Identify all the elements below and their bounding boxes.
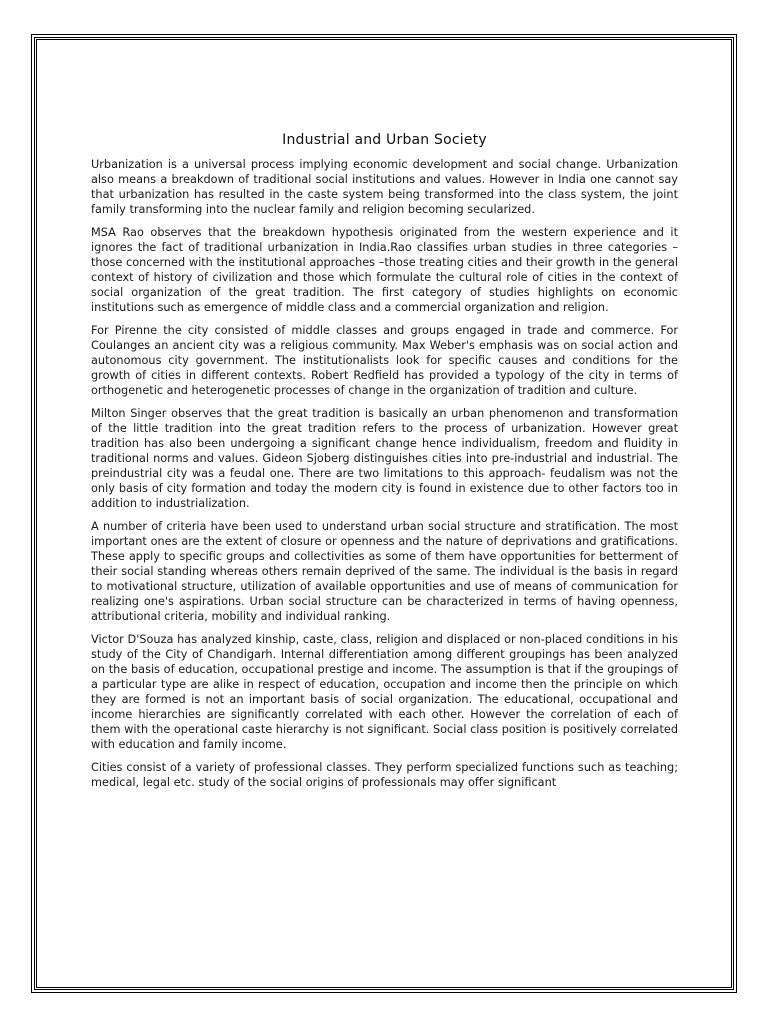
paragraph: Cities consist of a variety of professional classes. They perform specialized functions such as teaching; medical, legal etc. study of the social origins of professionals may offer significant (91, 761, 678, 789)
document-body (91, 132, 678, 798)
document-title: Industrial and Urban Society (282, 132, 487, 148)
paragraph: For Pirenne the city consisted of middle classes and groups engaged in trade and commerce. For Coulanges an ancient city was a religious community. Max Weber's emphasis was on social action and autonomous city government. The institutionalists look for specific causes and conditions for the growth of cities in different contexts. Robert Redfield has provided a typology of the city in terms of orthogenetic and heterogenetic processes of change in the organization of tradition and culture. (91, 324, 678, 397)
paragraph: A number of criteria have been used to understand urban social structure and stratification. The most important ones are the extent of closure or openness and the nature of deprivations and gratifications. These apply to specific groups and collectivities as some of them have opportunities for betterment of their social standing whereas others remain deprived of the same. The individual is the basis in regard to motivational structure, utilization of available opportunities and use of means of communication for realizing one's aspirations. Urban social structure can be characterized in terms of having openness, attributional criteria, mobility and individual ranking. (91, 520, 678, 623)
paragraph: Urbanization is a universal process implying economic development and social change. Urbanization also means a breakdown of traditional social institutions and values. However in India one cannot say that urbanization has resulted in the caste system being transformed into the class system, the joint family transforming into the nuclear family and religion becoming secularized. (91, 158, 678, 216)
paragraph: Victor D'Souza has analyzed kinship, caste, class, religion and displaced or non-placed conditions in his study of the City of Chandigarh. Internal differentiation among different groupings has been analyzed on the basis of education, occupational prestige and income. The assumption is that if the groupings of a particular type are alike in respect of education, occupation and income then the principle on which they are formed is not an important basis of social organization. The educational, occupational and income hierarchies are significantly correlated with each other. However the correlation of each of them with the operational caste hierarchy is not significant. Social class position is positively correlated with education and family income. (91, 633, 678, 751)
paragraph: Milton Singer observes that the great tradition is basically an urban phenomenon and transformation of the little tradition into the great tradition refers to the process of urbanization. However great tradition has also been undergoing a significant change hence individualism, freedom and fluidity in traditional norms and values. Gideon Sjoberg distinguishes cities into pre-industrial and industrial. The preindustrial city was a feudal one. There are two limitations to this approach- feudalism was not the only basis of city formation and today the modern city is found in existence due to other factors too in addition to industrialization. (91, 407, 678, 510)
paragraph: MSA Rao observes that the breakdown hypothesis originated from the western experience and it ignores the fact of traditional urbanization in India.Rao classifies urban studies in three categories – those concerned with the institutional approaches –those treating cities and their growth in the general context of history of civilization and those which formulate the cultural role of cities in the context of social organization of the great tradition. The first category of studies highlights on economic institutions such as emergence of middle class and a commercial organization and religion. (91, 226, 678, 314)
